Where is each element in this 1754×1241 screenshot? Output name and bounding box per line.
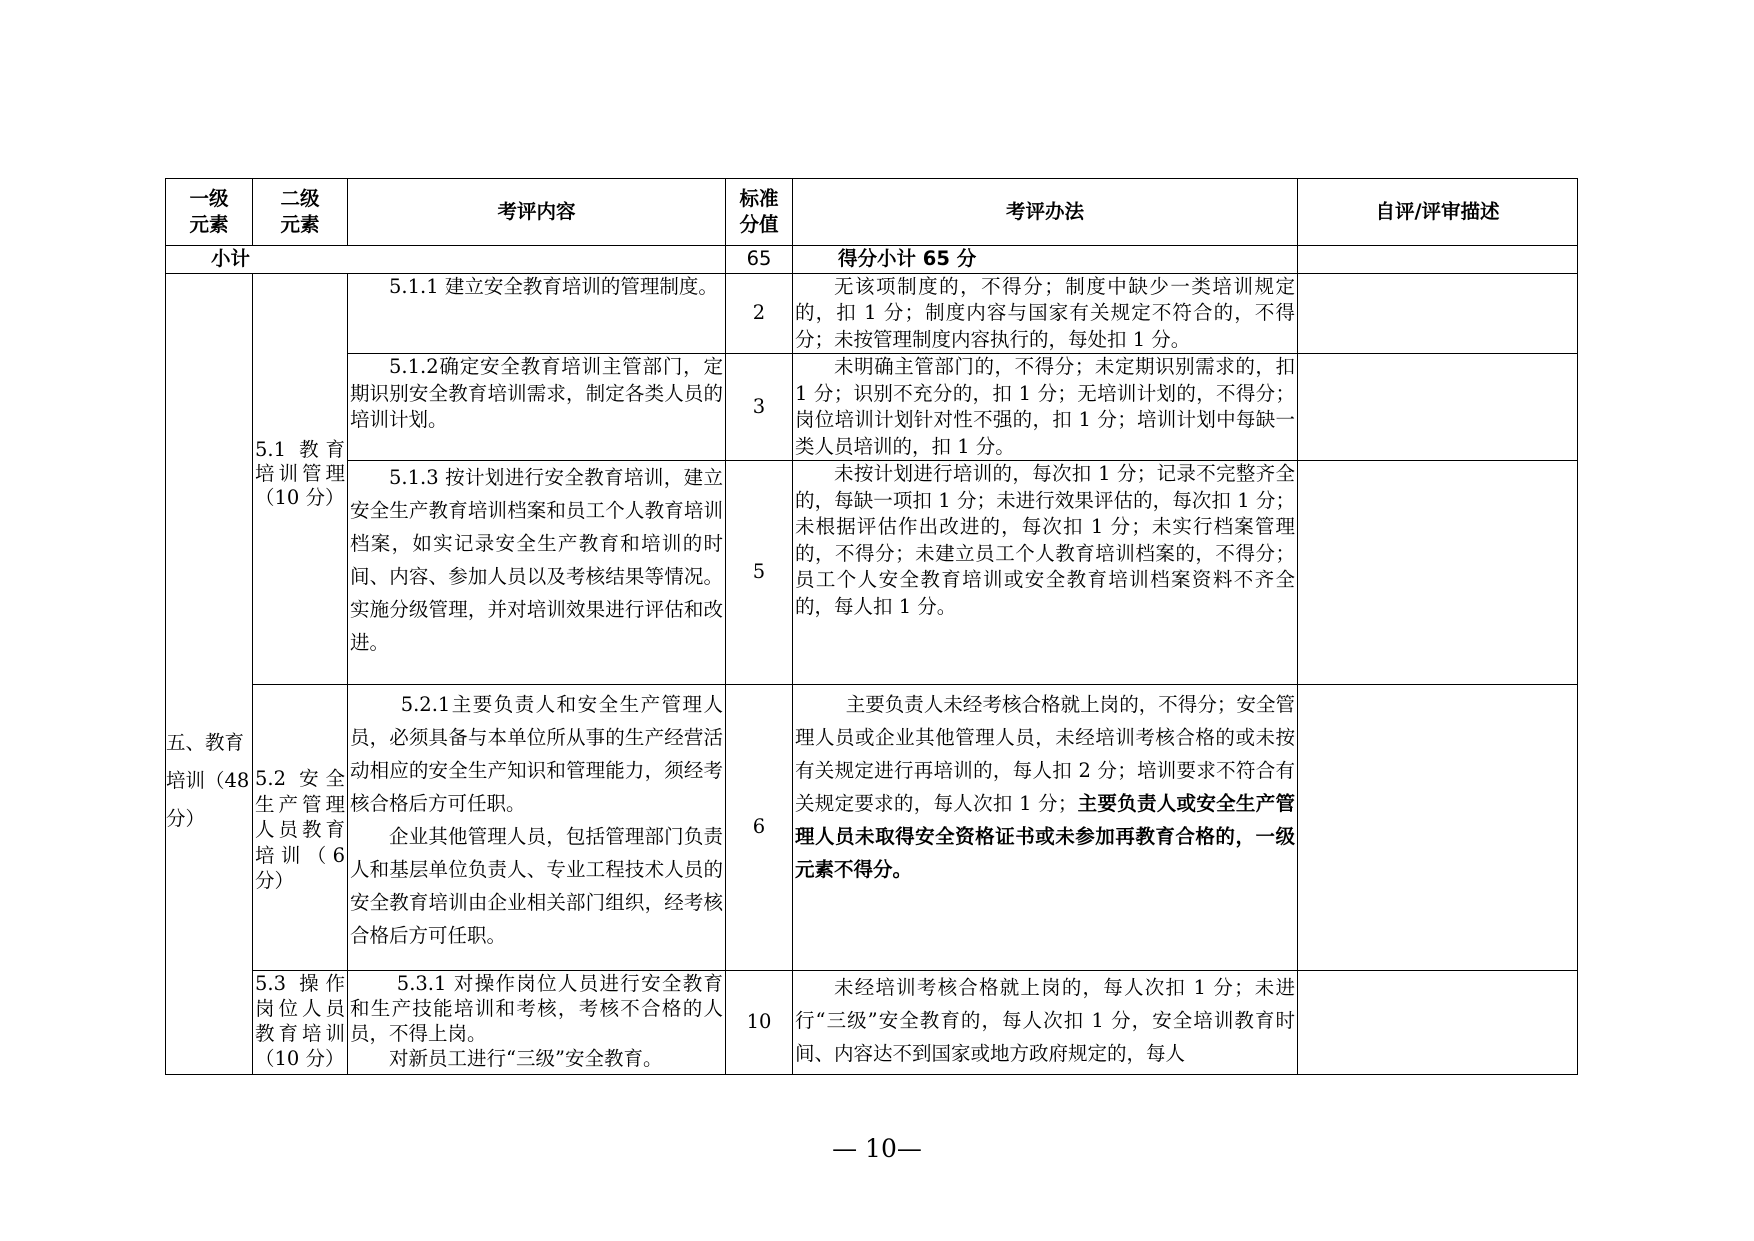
subtotal-method: 得分小计 65 分 (793, 246, 1298, 274)
content-5-3-1-p2: 对新员工进行“三级”安全教育。 (389, 1047, 663, 1070)
subtotal-row (166, 246, 1578, 274)
method-5-3-1: 未经培训考核合格就上岗的，每人次扣 1 分；未进行“三级”安全教育的，每人次扣 1 分，安全培训教育时间、内容达不到国家或地方政府规定的，每人 (793, 971, 1298, 1075)
subtotal-self-eval (1298, 246, 1578, 274)
content-5-2-1 (348, 685, 726, 971)
method-5-1-3: 未按计划进行培训的，每次扣 1 分；记录不完整齐全的，每缺一项扣 1 分；未进行效果评估的，每次扣 1 分；未根据评估作出改进的，每次扣 1 分；未实行档案管理的，不得分；未建立员工个人教育培训档案的，不得分；员工个人安全教育培训或安全教育培训档案资料不齐全的，每人扣 1 分。 (793, 461, 1298, 685)
method-5-2-1-normal: 主要负责人未经考核合格就上岗的，不得分；安全管理人员或企业其他管理人员，未经培训考核合格的或未按有关规定进行再培训的，每人扣 2 分；培训要求不符合有关规定要求的，每人次扣 1 分； (795, 693, 1295, 815)
header-level2: 二级 元素 (253, 179, 348, 246)
level1-cell (166, 273, 253, 1075)
table-row (166, 354, 1578, 461)
method-5-2-1 (793, 685, 1298, 971)
page-number: — 10— (832, 1134, 922, 1163)
score-5-1-3: 5 (726, 461, 793, 685)
score-5-1-2: 3 (726, 354, 793, 461)
method-5-2-1-bold: 主要负责人或安全生产管理人员未取得安全资格证书或未参加再教育合格的，一级元素不得分。 (795, 792, 1295, 881)
content-5-3-1 (348, 971, 726, 1075)
content-5-1-2: 5.1.2确定安全教育培训主管部门，定期识别安全教育培训需求，制定各类人员的培训计划。 (348, 354, 726, 461)
table-row (166, 461, 1578, 685)
table-row (166, 685, 1578, 971)
header-row (166, 179, 1578, 246)
score-5-2-1: 6 (726, 685, 793, 971)
content-5-3-1-p1: 5.3.1 对操作岗位人员进行安全教育和生产技能培训和考核，考核不合格的人员，不得上岗。 (350, 972, 723, 1045)
self-eval-5-1-1 (1298, 273, 1578, 354)
level2-cell-5-2: 5.2 安全生产管理人员教育培训（6 分） (253, 685, 348, 971)
content-5-2-1-p2: 企业其他管理人员，包括管理部门负责人和基层单位负责人、专业工程技术人员的安全教育培训由企业相关部门组织，经考核合格后方可任职。 (350, 825, 723, 947)
self-eval-5-2-1 (1298, 685, 1578, 971)
subtotal-label: 小计 (166, 246, 726, 274)
table-row (166, 971, 1578, 1075)
content-5-2-1-p1: 5.2.1主要负责人和安全生产管理人员，必须具备与本单位所从事的生产经营活动相应的安全生产知识和管理能力，须经考核合格后方可任职。 (350, 693, 723, 815)
evaluation-table (165, 178, 1578, 1075)
method-5-1-1: 无该项制度的，不得分；制度中缺少一类培训规定的，扣 1 分；制度内容与国家有关规定不符合的，不得分；未按管理制度内容执行的，每处扣 1 分。 (793, 273, 1298, 354)
self-eval-5-1-2 (1298, 354, 1578, 461)
header-level1: 一级 元素 (166, 179, 253, 246)
self-eval-5-3-1 (1298, 971, 1578, 1075)
content-5-1-1: 5.1.1 建立安全教育培训的管理制度。 (348, 273, 726, 354)
score-5-3-1: 10 (726, 971, 793, 1075)
header-score: 标准 分值 (726, 179, 793, 246)
method-5-1-2: 未明确主管部门的，不得分；未定期识别需求的，扣 1 分；识别不充分的，扣 1 分；无培训计划的，不得分；岗位培训计划针对性不强的，扣 1 分；培训计划中每缺一类人员培训的，扣 1 分。 (793, 354, 1298, 461)
table-row (166, 273, 1578, 354)
level1-label: 五、教育培训（48 分） (166, 731, 250, 831)
score-5-1-1: 2 (726, 273, 793, 354)
level2-cell-5-1: 5.1 教育培训管理（10 分） (253, 273, 348, 685)
content-5-1-3: 5.1.3 按计划进行安全教育培训，建立安全生产教育培训档案和员工个人教育培训档案，如实记录安全生产教育和培训的时间、内容、参加人员以及考核结果等情况。实施分级管理，并对培训效果进行评估和改进。 (348, 461, 726, 685)
header-content: 考评内容 (348, 179, 726, 246)
header-method: 考评办法 (793, 179, 1298, 246)
self-eval-5-1-3 (1298, 461, 1578, 685)
subtotal-score: 65 (726, 246, 793, 274)
level2-cell-5-3: 5.3 操作岗位人员教育培训（10 分） (253, 971, 348, 1075)
header-self-eval: 自评/评审描述 (1298, 179, 1578, 246)
